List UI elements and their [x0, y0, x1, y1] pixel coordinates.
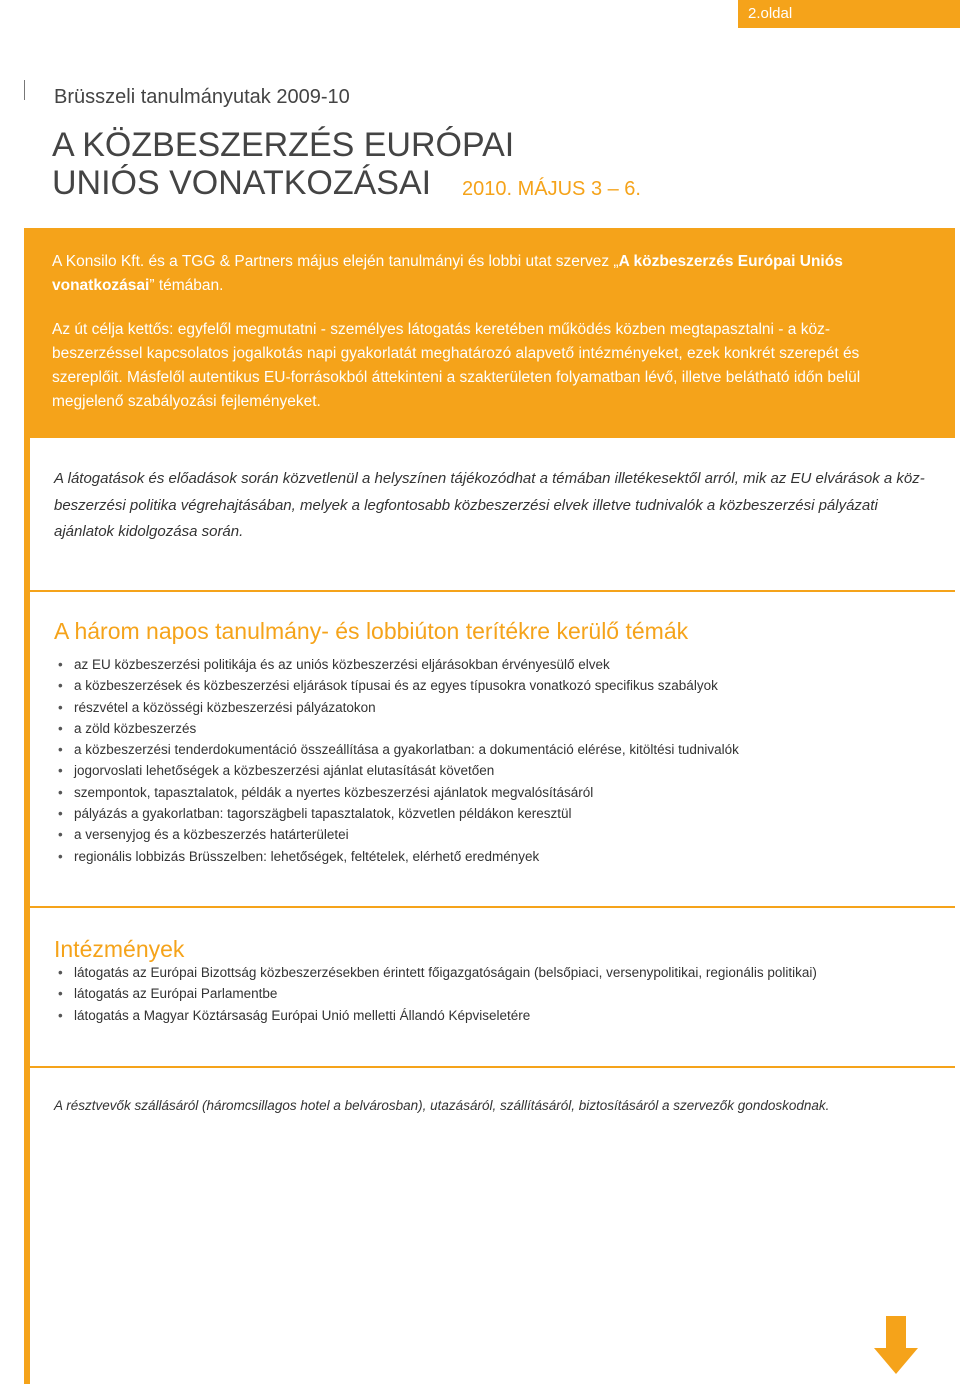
list-item: • a közbeszerzési tenderdokumentáció összeállítása a gyakorlatban: a dokumentáció elérése, kitöltési tudnivalók [56, 739, 739, 760]
header-divider [24, 80, 25, 100]
list-item: • a versenyjog és a közbeszerzés határterületei [56, 824, 739, 845]
list-item: • az EU közbeszerzési politikája és az uniós közbeszerzési eljárásokban érvényesülő elvek [56, 654, 739, 675]
footer-note: A résztvevők szállásáról (háromcsillagos hotel a belvárosban), utazásáról, szállításáról, biztosításáról a szervezők gondoskodnak. [54, 1098, 830, 1113]
intro-paragraph-2: Az út célja kettős: egyfelől megmutatni - személyes látogatás keretében működés közben megtapasztalni - a köz-beszerzéssel kapcsolatos jogalkotás napi gyakorlatát meghatározó alapvető intézményeket, ezek konkrét szerepét és szereplőit. Másfelől autentikus EU-forrásokból áttekinteni a szakterületen folyamatban lévő, illetve belátható időn belül megjelenő szabályozási fejleményeket. [52, 321, 861, 410]
list-item: • látogatás a Magyar Köztársaság Európai Unió melletti Állandó Képviseletére [56, 1005, 817, 1026]
list-item: • regionális lobbizás Brüsszelben: lehetőségek, feltételek, elérhető eredmények [56, 846, 739, 867]
intro-prefix: A Konsilo Kft. és a TGG & Partners május elején tanulmányi és lobbi utat szervez „ [52, 253, 619, 270]
institutions-heading: Intézmények [54, 936, 185, 962]
list-item: • látogatás az Európai Parlamentbe [56, 983, 817, 1004]
italic-note: A látogatások és előadások során közvetlenül a helyszínen tájékozódhat a témában illetékesektől arról, mik az EU elvárások a köz-beszerzési politika végrehajtásában, melyek a legfontosabb közbeszerzési elvek illetve tudnivalók a közbeszerzési pályázati ajánlatok kidolgozása során. [54, 470, 925, 540]
series-title: Brüsszeli tanulmányutak 2009-10 [54, 86, 350, 108]
arrow-down-icon[interactable] [874, 1316, 918, 1374]
list-item: • a közbeszerzések és közbeszerzési eljárások típusai és az egyes típusokra vonatkozó specifikus szabályok [56, 675, 739, 696]
page-number-tab: 2.oldal [738, 0, 960, 28]
intro-paragraph-1 [52, 250, 912, 298]
document-title [52, 126, 514, 202]
title-line-1: A KÖZBESZERZÉS EURÓPAI [52, 126, 515, 164]
section-divider [24, 906, 955, 908]
topics-list [56, 654, 739, 867]
list-item: • részvétel a közösségi közbeszerzési pályázatokon [56, 697, 739, 718]
list-item: • jogorvoslati lehetőségek a közbeszerzési ajánlat elutasítását követően [56, 760, 739, 781]
intro-suffix: ” témában. [149, 277, 224, 294]
list-item: • a zöld közbeszerzés [56, 718, 739, 739]
list-item: • pályázás a gyakorlatban: tagorszägbeli tapasztalatok, közvetlen példákon keresztül [56, 803, 739, 824]
title-line-2: UNIÓS VONATKOZÁSAI [52, 164, 432, 202]
list-item: • látogatás az Európai Bizottság közbeszerzésekben érintett főigazgatóságain (belsőpiaci, versenypolitikai, regionális politikai) [56, 962, 817, 983]
section-divider [24, 1066, 955, 1068]
list-item: • szempontok, tapasztalatok, példák a nyertes közbeszerzési ajánlatok megvalósításáról [56, 782, 739, 803]
topics-heading: A három napos tanulmány- és lobbiúton terítékre kerülő témák [54, 618, 689, 644]
intro-bold-topic: A közbeszerzés Európai Uniós vonatkozásai [52, 253, 843, 294]
section-divider [24, 590, 955, 592]
institutions-list [56, 962, 817, 1026]
event-date: 2010. MÁJUS 3 – 6. [462, 178, 641, 200]
